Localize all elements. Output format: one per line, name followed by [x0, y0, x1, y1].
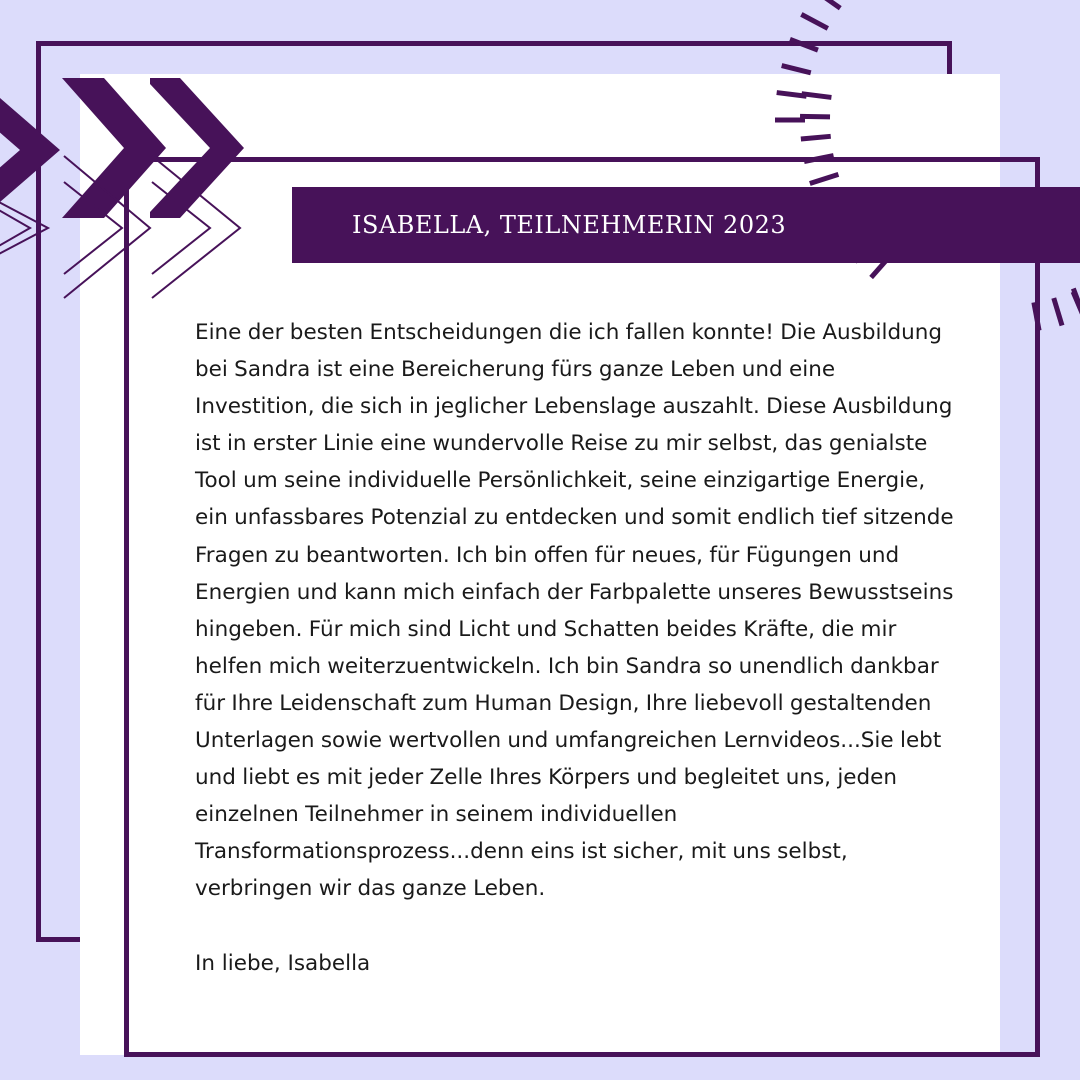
- banner-title: ISABELLA, TEILNEHMERIN 2023: [352, 211, 787, 239]
- name-banner: [292, 187, 1080, 263]
- testimonial-text: Eine der besten Entscheidungen die ich fallen konnte! Die Ausbildung bei Sandra ist eine Bereicherung fürs ganze Leben und eine Investition, die sich in jeglicher Lebenslage auszahlt. Diese Ausbildung ist in erster Linie eine wundervolle Reise zu mir selbst, das genialste Tool um seine individuelle Persönlichkeit, seine einzigartige Energie, ein unfassbares Potenzial zu entdecken und somit endlich tief sitzende Fragen zu beantworten. Ich bin offen für neues, für Fügungen und Energien und kann mich einfach der Farbpalette unseres Bewusstseins hingeben. Für mich sind Licht und Schatten beides Kräfte, die mir helfen mich weiterzuentwickeln. Ich bin Sandra so unendlich dankbar für Ihre Leidenschaft zum Human Design, Ihre liebevoll gestaltenden Unterlagen sowie wertvollen und umfangreichen Lernvideos...Sie lebt und liebt es mit jeder Zelle Ihres Körpers und begleitet uns, jeden einzelnen Teilnehmer in seinem individuellen Transformationsprozess...denn eins ist sicher, mit uns selbst, verbringen wir das ganze Leben.: [195, 320, 954, 902]
- testimonial-signature: In liebe, Isabella: [195, 951, 371, 976]
- arc-dash: [1073, 288, 1080, 316]
- arc-dash: [1073, 292, 1080, 318]
- arc-dash: [816, 0, 841, 8]
- arc-dash: [801, 14, 827, 28]
- arc-dash: [1054, 298, 1062, 325]
